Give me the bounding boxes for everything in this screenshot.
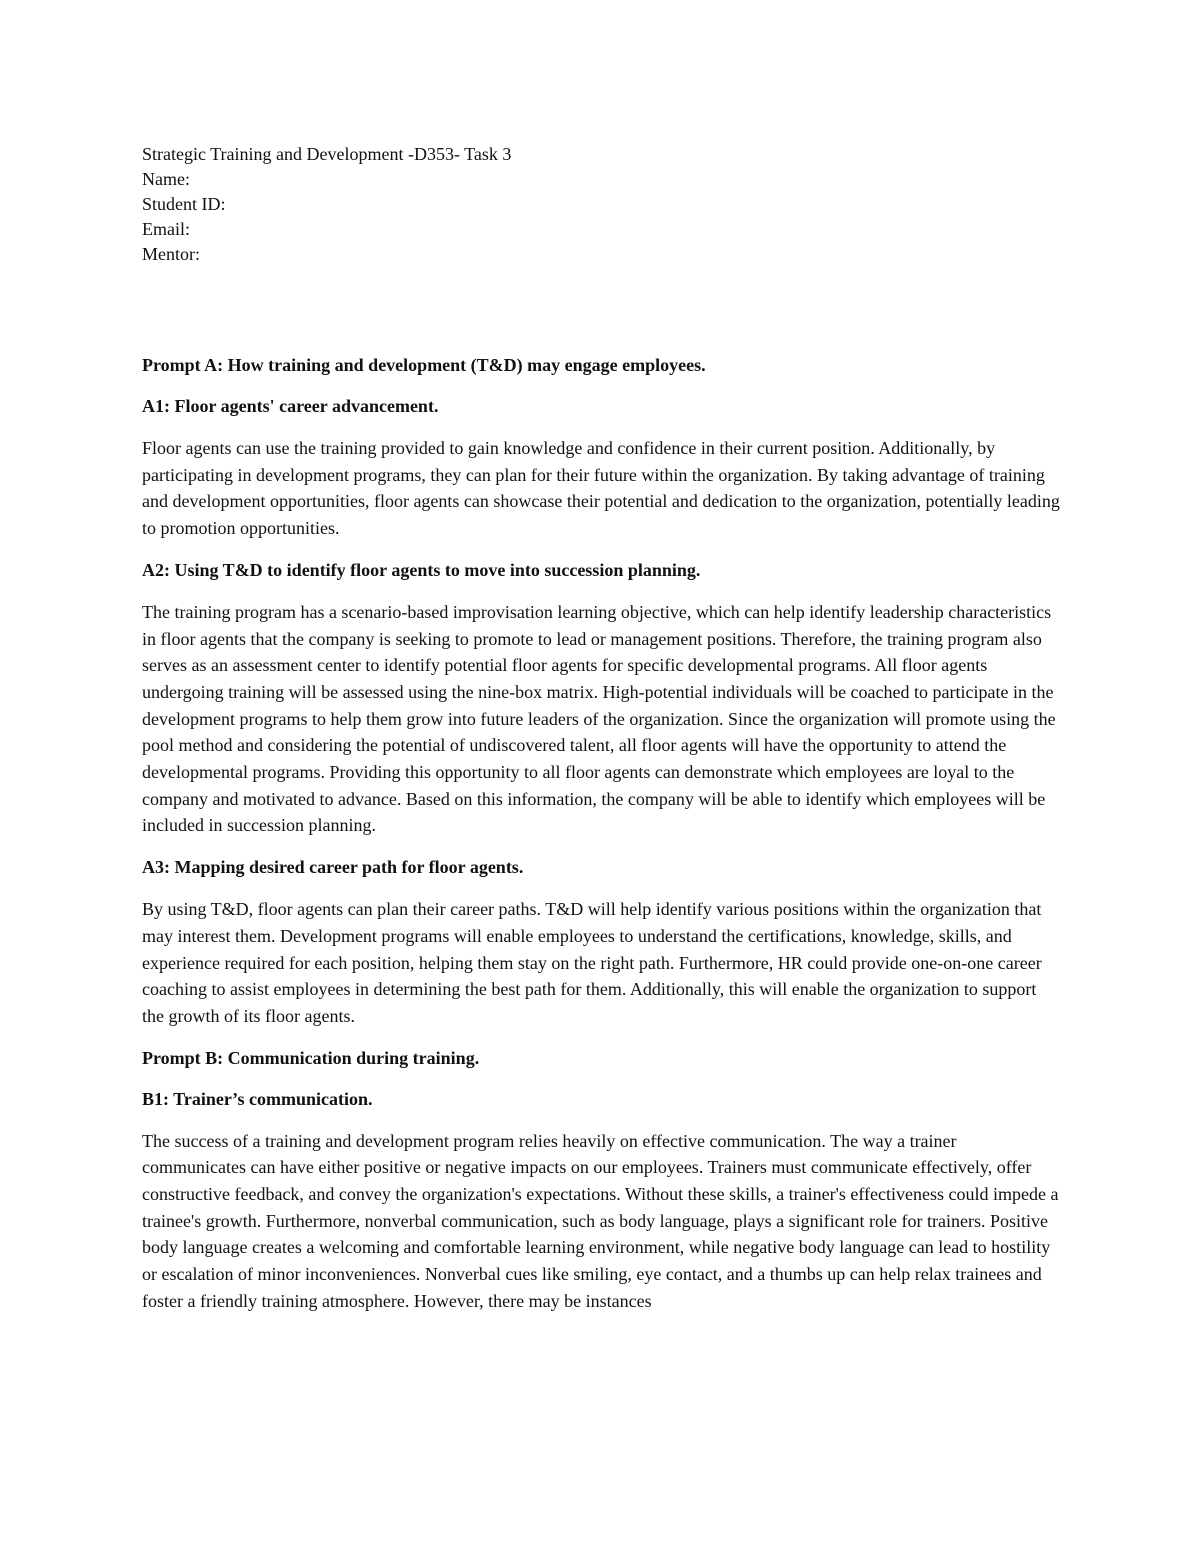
- mentor-label: Mentor:: [142, 244, 200, 264]
- email-label: Email:: [142, 219, 190, 239]
- b1-paragraph: The success of a training and development program relies heavily on effective communication. The way a trainer communicates can have either positive or negative impacts on our employees. Trainers must communicate effectively, offer constructive feedback, and convey the organization's expectations. Without these skills, a trainer's effectiveness could impede a trainee's growth. Furthermore, nonverbal communication, such as body language, plays a significant role for trainers. Positive body language creates a welcoming and comfortable learning environment, while negative body language can lead to hostility or escalation of minor inconveniences. Nonverbal cues like smiling, eye contact, and a thumbs up can help relax trainees and foster a friendly training atmosphere. However, there may be instances: [142, 1130, 1059, 1311]
- a2-paragraph: The training program has a scenario-based improvisation learning objective, which can help identify leadership characteristics in floor agents that the company is seeking to promote to lead or management positions. Therefore, the training program also serves as an assessment center to identify potential floor agents for specific developmental programs. All floor agents undergoing training will be assessed using the nine-box matrix. High-potential individuals will be coached to participate in the development programs to help them grow into future leaders of the organization. Since the organization will promote using the pool method and considering the potential of undiscovered talent, all floor agents will have the opportunity to attend the developmental programs. Providing this opportunity to all floor agents can demonstrate which employees are loyal to the company and motivated to advance. Based on this information, the company will be able to identify which employees will be included in succession planning.: [142, 601, 1056, 836]
- b1-heading: B1: Trainer’s communication.: [142, 1088, 373, 1109]
- a1-paragraph: Floor agents can use the training provided to gain knowledge and confidence in their current position. Additionally, by participating in development programs, they can plan for their future within the organization. By taking advantage of training and development opportunities, floor agents can showcase their potential and dedication to the organization, potentially leading to promotion opportunities.: [142, 438, 1060, 539]
- name-label: Name:: [142, 169, 190, 189]
- student-id-label: Student ID:: [142, 194, 226, 214]
- prompt-b-heading: Prompt B: Communication during training.: [142, 1047, 480, 1068]
- a3-paragraph: By using T&D, floor agents can plan their career paths. T&D will help identify various positions within the organization that may interest them. Development programs will enable employees to understand the certifications, knowledge, skills, and experience required for each position, helping them stay on the right path. Furthermore, HR could provide one-on-one career coaching to assist employees in determining the best path for them. Additionally, this will enable the organization to support the growth of its floor agents.: [142, 899, 1042, 1026]
- a1-heading: A1: Floor agents' career advancement.: [142, 396, 439, 416]
- a3-heading: A3: Mapping desired career path for floor agents.: [142, 857, 524, 878]
- document-title: Strategic Training and Development -D353- Task 3: [142, 144, 512, 164]
- a2-heading: A2: Using T&D to identify floor agents to move into succession planning.: [142, 559, 701, 580]
- prompt-a-heading: Prompt A: How training and development (T&D) may engage employees.: [142, 355, 706, 375]
- document-content: [142, 142, 1060, 1331]
- header-block: [142, 142, 1060, 267]
